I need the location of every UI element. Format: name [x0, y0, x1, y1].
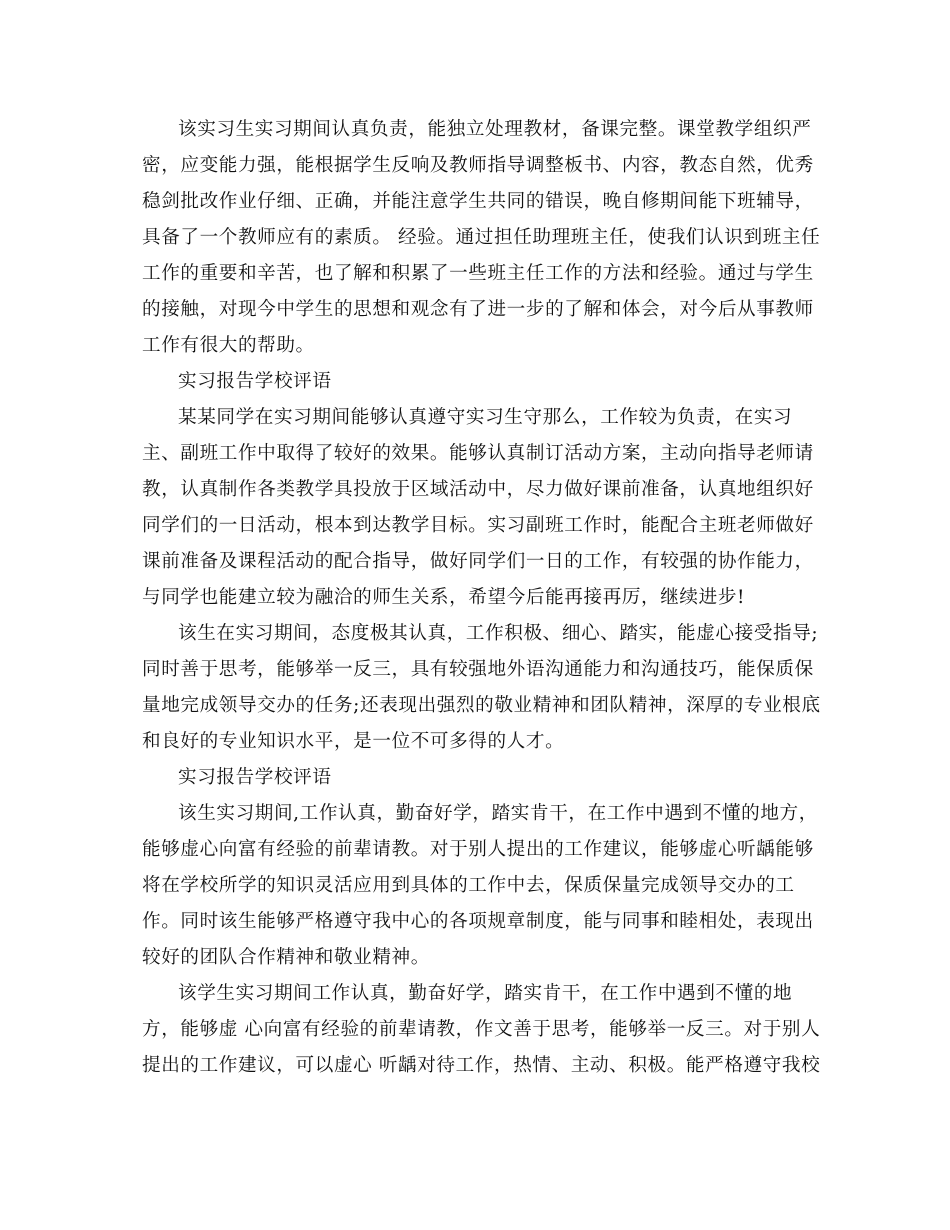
- paragraph-2-line-3: 教，认真制作各类教学具投放于区域活动中，尽力做好课前准备，认真地组织好: [142, 479, 814, 500]
- paragraph-3-line-2: 同时善于思考，能够举一反三，具有较强地外语沟通能力和沟通技巧，能保质保: [142, 659, 814, 680]
- paragraph-4-line-2: 能够虚心向富有经验的前辈请教。对于别人提出的工作建议，能够虚心听龋能够: [142, 839, 814, 860]
- section-heading-2: 实习报告学校评语: [178, 767, 332, 788]
- paragraph-5-line-3: 提出的工作建议，可以虚心 听龋对待工作，热情、主动、积极。能严格遵守我校: [142, 1055, 821, 1076]
- paragraph-2-line-2: 主、副班工作中取得了较好的效果。能够认真制订活动方案，主动向指导老师请: [142, 443, 814, 464]
- paragraph-2-line-6: 与同学也能建立较为融洽的师生关系，希望今后能再接再厉，继续进步!: [142, 587, 746, 608]
- paragraph-4-line-1: 该生实习期间,工作认真，勤奋好学，踏实肯干，在工作中遇到不懂的地方，: [178, 803, 818, 824]
- paragraph-1-line-6: 的接触，对现今中学生的思想和观念有了进一步的了解和体会，对今后从事教师: [142, 299, 814, 320]
- paragraph-4-line-4: 作。同时该生能够严格遵守我中心的各项规章制度，能与同事和睦相处，表现出: [142, 911, 814, 932]
- paragraph-2-line-5: 课前准备及课程活动的配合指导，做好同学们一日的工作，有较强的协作能力，: [142, 551, 814, 572]
- paragraph-1-line-5: 工作的重要和辛苦，也了解和积累了一些班主任工作的方法和经验。通过与学生: [142, 263, 814, 284]
- paragraph-1-line-4: 具备了一个教师应有的素质。 经验。通过担任助理班主任，使我们认识到班主任: [142, 227, 821, 248]
- section-heading-1: 实习报告学校评语: [178, 371, 332, 392]
- paragraph-3-line-4: 和良好的专业知识水平，是一位不可多得的人才。: [142, 731, 565, 752]
- paragraph-4-line-3: 将在学校所学的知识灵活应用到具体的工作中去，保质保量完成领导交办的工: [142, 875, 795, 896]
- paragraph-1-line-7: 工作有很大的帮助。: [142, 335, 315, 356]
- paragraph-4-line-5: 较好的团队合作精神和敬业精神。: [142, 947, 430, 968]
- paragraph-1-line-1: 该实习生实习期间认真负责，能独立处理教材，备课完整。课堂教学组织严: [178, 119, 812, 140]
- paragraph-1-line-2: 密，应变能力强，能根据学生反响及教师指导调整板书、内容，教态自然，优秀: [142, 155, 814, 176]
- paragraph-3-line-1: 该生在实习期间，态度极其认真，工作积极、细心、踏实，能虚心接受指导;: [178, 623, 819, 644]
- paragraph-5-line-2: 方，能够虚 心向富有经验的前辈请教，作文善于思考，能够举一反三。对于别人: [142, 1019, 821, 1040]
- paragraph-5-line-1: 该学生实习期间工作认真，勤奋好学，踏实肯干，在工作中遇到不懂的地: [178, 983, 793, 1004]
- paragraph-1-line-3: 稳剑批改作业仔细、正确，并能注意学生共同的错误，晚自修期间能下班辅导，: [142, 191, 814, 212]
- paragraph-2-line-1: 某某同学在实习期间能够认真遵守实习生守那么，工作较为负责，在实习: [178, 407, 793, 428]
- paragraph-2-line-4: 同学们的一日活动，根本到达教学目标。实习副班工作时，能配合主班老师做好: [142, 515, 814, 536]
- paragraph-3-line-3: 量地完成领导交办的任务;还表现出强烈的敬业精神和团队精神，深厚的专业根底: [142, 695, 821, 716]
